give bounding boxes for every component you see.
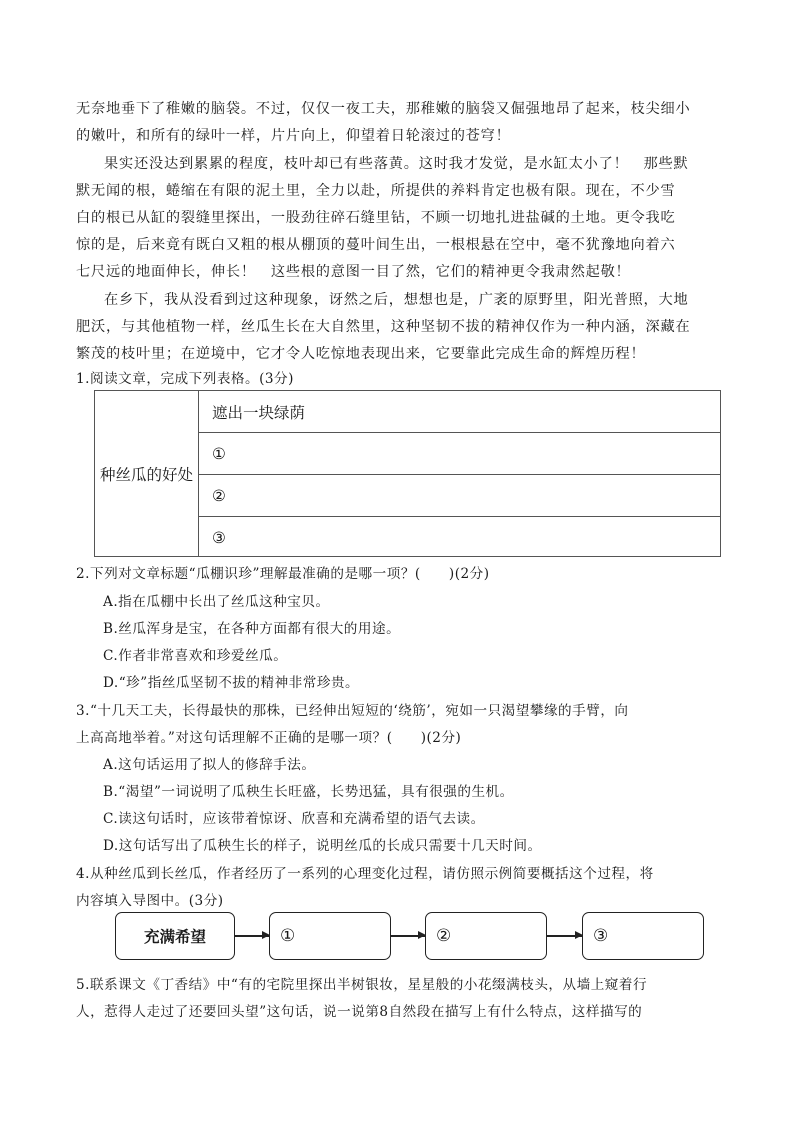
passage-line: 果实还没达到累累的程度，枝叶却已有些落黄。这时我才发觉，是水缸太小了！ 那些默 (104, 156, 689, 172)
q3-option-d[interactable]: D.这句话写出了瓜秧生长的样子，说明丝瓜的长成只需要十几天时间。 (103, 838, 542, 854)
flow-arrow-icon (235, 935, 269, 937)
passage-line: 默无闻的根，蜷缩在有限的泥土里，全力以赴，所提供的养料肯定也极有限。现在，不少雪 (76, 183, 676, 199)
flow-box-blank-3[interactable]: ③ (582, 912, 704, 960)
flow-box-blank-1[interactable]: ① (269, 912, 391, 960)
flow-box-blank-2[interactable]: ② (425, 912, 547, 960)
passage-line: 无奈地垂下了稚嫩的脑袋。不过，仅仅一夜工夫，那稚嫩的脑袋又倔强地昂了起来，枝尖细小 (76, 101, 691, 117)
q3-option-a[interactable]: A.这句话运用了拟人的修辞手法。 (103, 757, 316, 773)
question-2-text: 2.下列对文章标题“瓜棚识珍”理解最准确的是哪一项？( )(2分) (76, 566, 490, 582)
table-cell-blank-1[interactable]: ① (199, 433, 720, 475)
table-cell-blank-2[interactable]: ② (199, 475, 720, 517)
question-5-text: 人，惹得人走过了还要回头望”这句话，说一说第8自然段在描写上有什么特点，这样描写的 (76, 1004, 643, 1020)
q2-option-d[interactable]: D.“珍”指丝瓜坚韧不拔的精神非常珍贵。 (103, 675, 360, 691)
q3-option-c[interactable]: C.读这句话时，应该带着惊讶、欣喜和充满希望的语气去读。 (103, 811, 485, 827)
table-row-header: 种丝瓜的好处 (95, 391, 199, 556)
q3-option-b[interactable]: B.“渴望”一词说明了瓜秧生长旺盛，长势迅猛，具有很强的生机。 (103, 784, 514, 800)
passage-line: 惊的是，后来竟有既白又粗的根从棚顶的蔓叶间生出，一根根悬在空中，毫不犹豫地向着六 (76, 237, 676, 253)
question-4-text: 4.从种丝瓜到长丝瓜，作者经历了一系列的心理变化过程，请仿照示例简要概括这个过程，将 (76, 866, 654, 882)
flow-arrow-icon (547, 935, 582, 937)
question-4-text: 内容填入导图中。(3分) (76, 893, 224, 909)
passage-line: 在乡下，我从没看到过这种现象，讶然之后，想想也是，广袤的原野里，阳光普照，大地 (104, 292, 689, 308)
table-cell-blank-3[interactable]: ③ (212, 529, 226, 547)
passage-line: 白的根已从缸的裂缝里探出，一股劲往碎石缝里钻，不顾一切地扎进盐碱的土地。更令我吃 (76, 210, 676, 226)
flow-arrow-icon (391, 935, 425, 937)
table-cell-example: 遮出一块绿荫 (199, 391, 720, 433)
benefits-table (94, 390, 721, 557)
question-3-text: 上高高地举着。”对这句话理解不正确的是哪一项？( )(2分) (76, 730, 462, 746)
question-3-text: 3.“十几天工夫，长得最快的那株，已经伸出短短的‘绕筋’，宛如一只渴望攀缘的手臂，向 (76, 703, 629, 719)
question-5-text: 5.联系课文《丁香结》中“有的宅院里探出半树银妆，星星般的小花缀满枝头，从墙上窥着行 (76, 977, 648, 993)
passage-line: 七尺远的地面伸长，伸长！ 这些根的意图一目了然，它们的精神更令我肃然起敬！ (76, 264, 631, 280)
flow-box-start: 充满希望 (115, 912, 235, 960)
q2-option-b[interactable]: B.丝瓜浑身是宝，在各种方面都有很大的用途。 (103, 621, 401, 637)
passage-line: 繁茂的枝叶里；在逆境中，它才令人吃惊地表现出来，它要靠此完成生命的辉煌历程！ (76, 346, 646, 362)
q2-option-a[interactable]: A.指在瓜棚中长出了丝瓜这种宝贝。 (103, 594, 330, 610)
q2-option-c[interactable]: C.作者非常喜欢和珍爱丝瓜。 (103, 648, 288, 664)
passage-line: 肥沃，与其他植物一样，丝瓜生长在大自然里，这种坚韧不拔的精神仅作为一种内涵，深藏在 (76, 319, 691, 335)
passage-line: 的嫩叶，和所有的绿叶一样，片片向上，仰望着日轮滚过的苍穹！ (76, 128, 511, 144)
question-1-text: 1.阅读文章，完成下列表格。(3分) (76, 371, 294, 387)
